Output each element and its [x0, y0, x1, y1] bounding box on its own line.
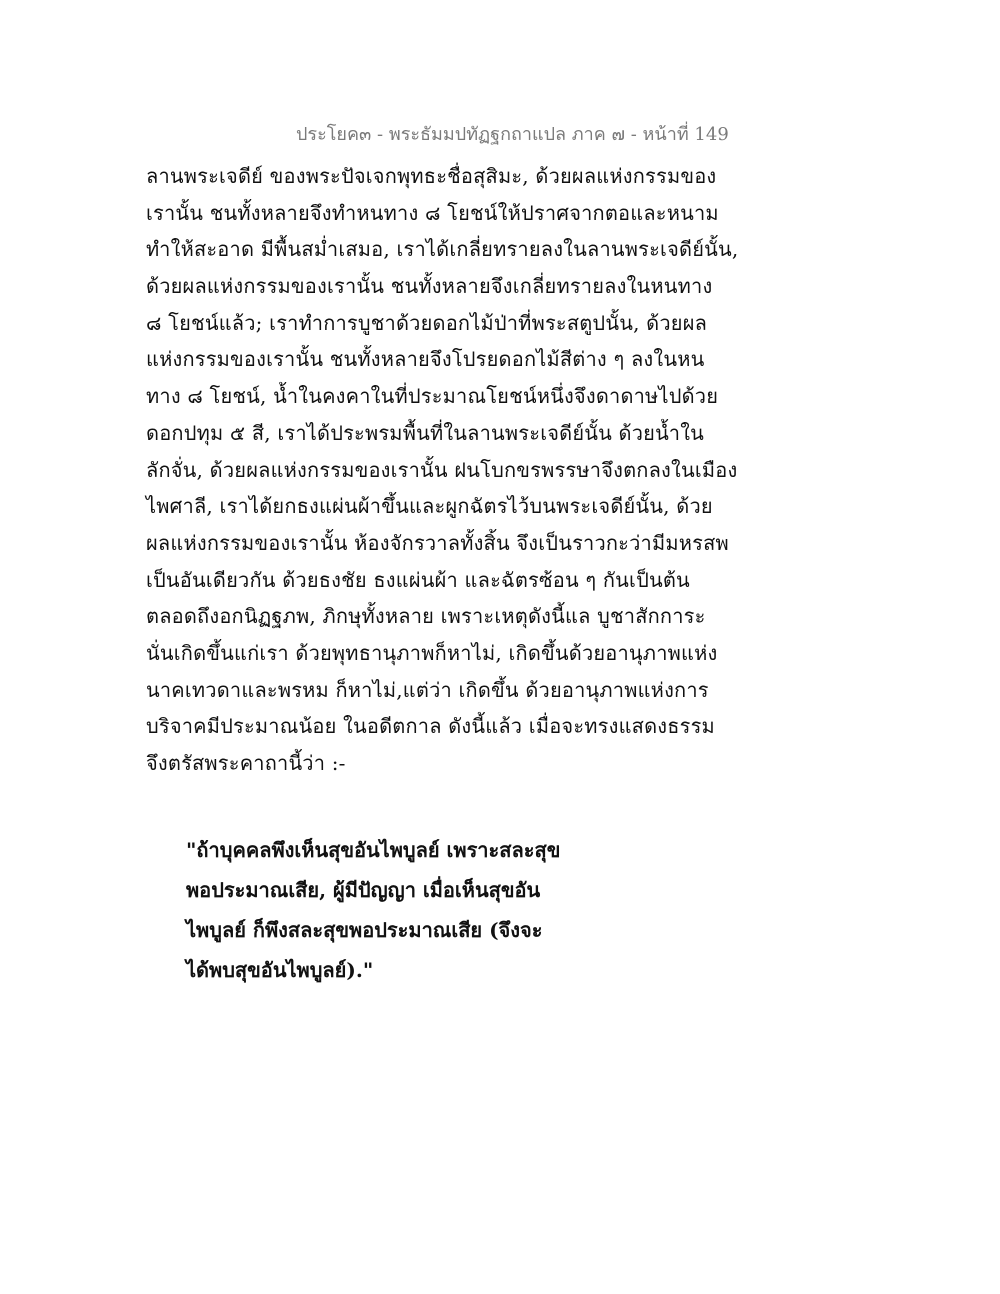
verse-line: พอประมาณเสีย, ผู้มีปัญญา เมื่อเห็นสุขอัน — [186, 878, 541, 902]
body-line: ทำให้สะอาด มีพื้นสม่ำเสมอ, เราได้เกลี่ยทรายลงในลานพระเจดีย์นั้น, — [146, 237, 739, 262]
body-line: บริจาคมีประมาณน้อย ในอดีตกาล ดังนี้แล้ว เมื่อจะทรงแสดงธรรม — [146, 714, 715, 739]
verse-line: ไพบูลย์ ก็พึงสละสุขพอประมาณเสีย (จึงจะ — [186, 918, 543, 942]
body-line: ผลแห่งกรรมของเรานั้น ห้องจักรวาลทั้งสิ้น จึงเป็นราวกะว่ามีมหรสพ — [146, 530, 729, 555]
page-running-header: ประโยค๓ - พระธัมมปทัฏฐกถาแปล ภาค ๗ - หน้าที่ 149 — [296, 124, 729, 145]
body-line: แห่งกรรมของเรานั้น ชนทั้งหลายจึงโปรยดอกไม้สีต่าง ๆ ลงในหน — [146, 347, 705, 372]
body-line: นาคเทวดาและพรหม ก็หาไม่,แต่ว่า เกิดขึ้น ด้วยอานุภาพแห่งการ — [146, 677, 709, 702]
verse-line: "ถ้าบุคคลพึงเห็นสุขอันไพบูลย์ เพราะสละสุข — [186, 838, 561, 862]
body-line: ไพศาลี, เราได้ยกธงแผ่นผ้าขึ้นและผูกฉัตรไว้บนพระเจดีย์นั้น, ด้วย — [146, 494, 713, 519]
body-line: ตลอดถึงอกนิฏฐภพ, ภิกษุทั้งหลาย เพราะเหตุดังนี้แล บูชาสักการะ — [146, 604, 706, 629]
body-line: ดอกปทุม ๕ สี, เราได้ประพรมพื้นที่ในลานพระเจดีย์นั้น ด้วยน้ำใน — [146, 420, 705, 445]
body-line: เรานั้น ชนทั้งหลายจึงทำหนทาง ๘ โยชน์ให้ปราศจากตอและหนาม — [146, 200, 719, 225]
body-line: ด้วยผลแห่งกรรมของเรานั้น ชนทั้งหลายจึงเกลี่ยทรายลงในหนทาง — [146, 274, 713, 299]
verse-stanza — [186, 830, 666, 990]
body-line: นั่นเกิดขึ้นแก่เรา ด้วยพุทธานุภาพก็หาไม่, เกิดขึ้นด้วยอานุภาพแห่ง — [146, 640, 718, 665]
body-line: ลักจั่น, ด้วยผลแห่งกรรมของเรานั้น ฝนโบกขรพรรษาจึงตกลงในเมือง — [146, 457, 738, 482]
body-line: ๘ โยชน์แล้ว; เราทำการบูชาด้วยดอกไม้ป่าที่พระสตูปนั้น, ด้วยผล — [146, 310, 708, 335]
verse-line: ได้พบสุขอันไพบูลย์)." — [186, 958, 374, 982]
body-line: เป็นอันเดียวกัน ด้วยธงชัย ธงแผ่นผ้า และฉัตรซ้อน ๆ กันเป็นต้น — [146, 567, 690, 592]
body-line: ลานพระเจดีย์ ของพระปัจเจกพุทธะชื่อสุสิมะ, ด้วยผลแห่งกรรมของ — [146, 164, 717, 188]
body-line: ทาง ๘ โยชน์, น้ำในคงคาในที่ประมาณโยชน์หนึ่งจึงดาดาษไปด้วย — [146, 384, 719, 409]
body-line: จึงตรัสพระคาถานี้ว่า :- — [146, 751, 346, 775]
body-paragraph — [146, 158, 739, 782]
